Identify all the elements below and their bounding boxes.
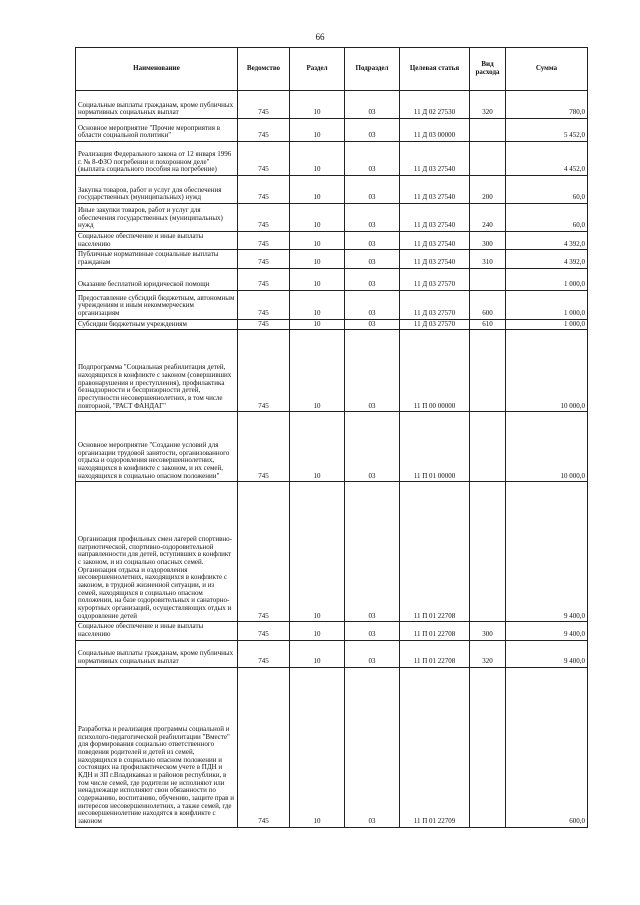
- row-name: Закупка товаров, работ и услуг для обеспечения государственных (муниципальных) нужд: [76, 176, 238, 204]
- row-sum: 1 000,0: [506, 268, 588, 290]
- page-number: 66: [315, 32, 325, 42]
- budget-table: [75, 47, 588, 828]
- row-subsection: 03: [345, 91, 400, 119]
- row-target: 11 П 01 22709: [400, 667, 470, 827]
- header-sum: Сумма: [506, 48, 588, 91]
- row-section: 10: [290, 622, 345, 640]
- row-target: 11 Д 02 27530: [400, 91, 470, 119]
- row-section: 10: [290, 91, 345, 119]
- table-row: [76, 319, 588, 330]
- row-subsection: 03: [345, 290, 400, 319]
- row-department: 745: [238, 91, 290, 119]
- row-target: 11 Д 03 27540: [400, 142, 470, 176]
- header-section: Раздел: [290, 48, 345, 91]
- row-expense-type: [470, 119, 506, 142]
- row-subsection: 03: [345, 250, 400, 268]
- row-section: 10: [290, 290, 345, 319]
- row-section: 10: [290, 330, 345, 412]
- row-target: 11 Д 03 00000: [400, 119, 470, 142]
- row-section: 10: [290, 667, 345, 827]
- row-subsection: 03: [345, 412, 400, 482]
- row-department: 745: [238, 412, 290, 482]
- row-section: 10: [290, 482, 345, 622]
- row-subsection: 03: [345, 119, 400, 142]
- row-target: 11 Д 03 27540: [400, 176, 470, 204]
- row-sum: 9 400,0: [506, 482, 588, 622]
- row-expense-type: [470, 482, 506, 622]
- row-expense-type: [470, 330, 506, 412]
- row-sum: 10 000,0: [506, 330, 588, 412]
- row-expense-type: 320: [470, 91, 506, 119]
- row-expense-type: 600: [470, 290, 506, 319]
- row-subsection: 03: [345, 204, 400, 232]
- row-target: 11 Д 03 27570: [400, 319, 470, 330]
- table-row: [76, 268, 588, 290]
- table-header-row: [76, 48, 588, 91]
- table-row: [76, 482, 588, 622]
- row-expense-type: 300: [470, 232, 506, 250]
- row-subsection: 03: [345, 232, 400, 250]
- row-target: 11 Д 03 27540: [400, 204, 470, 232]
- table-row: [76, 119, 588, 142]
- row-target: 11 П 00 00000: [400, 330, 470, 412]
- row-name: Иные закупки товаров, работ и услуг для обеспечения государственных (муниципальных) нужд: [76, 204, 238, 232]
- table-row: [76, 622, 588, 640]
- row-name: Социальное обеспечение и иные выплаты населению: [76, 232, 238, 250]
- row-name: Социальное обеспечение и иные выплаты населению: [76, 622, 238, 640]
- row-expense-type: 610: [470, 319, 506, 330]
- table-row: [76, 330, 588, 412]
- table-row: [76, 667, 588, 827]
- row-name: Основное мероприятие "Прочие мероприятия в области социальной политики": [76, 119, 238, 142]
- header-expense-type: Вид расхода: [470, 48, 506, 91]
- row-expense-type: [470, 412, 506, 482]
- row-section: 10: [290, 204, 345, 232]
- row-target: 11 П 01 22708: [400, 482, 470, 622]
- row-section: 10: [290, 268, 345, 290]
- row-subsection: 03: [345, 268, 400, 290]
- row-sum: 60,0: [506, 176, 588, 204]
- row-name: Публичные нормативные социальные выплаты гражданам: [76, 250, 238, 268]
- row-subsection: 03: [345, 319, 400, 330]
- table-row: [76, 412, 588, 482]
- row-sum: 600,0: [506, 667, 588, 827]
- row-target: 11 П 01 00000: [400, 412, 470, 482]
- row-name: Субсидии бюджетным учреждениям: [76, 319, 238, 330]
- row-department: 745: [238, 268, 290, 290]
- row-target: 11 Д 03 27570: [400, 290, 470, 319]
- row-department: 745: [238, 290, 290, 319]
- row-target: 11 П 01 22708: [400, 640, 470, 667]
- row-expense-type: 320: [470, 640, 506, 667]
- table-row: [76, 290, 588, 319]
- row-subsection: 03: [345, 667, 400, 827]
- row-department: 745: [238, 640, 290, 667]
- row-subsection: 03: [345, 622, 400, 640]
- row-sum: 9 400,0: [506, 622, 588, 640]
- row-name: Реализация Федерального закона от 12 января 1996 г. № 8-ФЗО погребении и похоронном деле" (выплата социального пособия на погребение): [76, 142, 238, 176]
- row-name: Организация профильных смен лагерей спортивно-патриотической, спортивно-оздоровительной направленности для детей, вступивших в конфликт с законом, и из социально опасных семей. Организация отдыха и оздоровления несовершеннолетних, находящихся в конфликте с законом, в трудной жизненной ситуации, и из семей, находящихся в социально опасном положении, на базе оздоровительных и санаторно-курортных организаций, осуществляющих отдых и оздоровление детей: [76, 482, 238, 622]
- row-subsection: 03: [345, 640, 400, 667]
- row-subsection: 03: [345, 176, 400, 204]
- row-department: 745: [238, 319, 290, 330]
- table-row: [76, 204, 588, 232]
- row-section: 10: [290, 119, 345, 142]
- row-section: 10: [290, 412, 345, 482]
- row-department: 745: [238, 667, 290, 827]
- row-name: Подпрограмма "Социальная реабилитация детей, находящихся в конфликте с законом (совершивших правонарушения и преступления), профилактика безнадзорности и беспризорности детей, преступности несовершеннолетних, в том числе повторной, "РАСТ ФАНДАГ": [76, 330, 238, 412]
- table-row: [76, 176, 588, 204]
- row-subsection: 03: [345, 330, 400, 412]
- row-expense-type: 240: [470, 204, 506, 232]
- row-department: 745: [238, 330, 290, 412]
- row-expense-type: [470, 268, 506, 290]
- table-row: [76, 640, 588, 667]
- row-section: 10: [290, 319, 345, 330]
- row-name: Предоставление субсидий бюджетным, автономным учреждениям и иным некоммерческим организациям: [76, 290, 238, 319]
- row-section: 10: [290, 176, 345, 204]
- row-name: Социальные выплаты гражданам, кроме публичных нормативных социальных выплат: [76, 640, 238, 667]
- header-subsection: Подраздел: [345, 48, 400, 91]
- row-department: 745: [238, 176, 290, 204]
- row-sum: 60,0: [506, 204, 588, 232]
- row-department: 745: [238, 119, 290, 142]
- header-department: Ведомство: [238, 48, 290, 91]
- row-sum: 1 000,0: [506, 319, 588, 330]
- row-section: 10: [290, 232, 345, 250]
- row-target: 11 Д 03 27540: [400, 250, 470, 268]
- row-sum: 5 452,0: [506, 119, 588, 142]
- row-sum: 4 452,0: [506, 142, 588, 176]
- header-target: Целевая статья: [400, 48, 470, 91]
- row-department: 745: [238, 482, 290, 622]
- row-department: 745: [238, 232, 290, 250]
- row-expense-type: 200: [470, 176, 506, 204]
- row-department: 745: [238, 622, 290, 640]
- row-sum: 9 400,0: [506, 640, 588, 667]
- row-expense-type: [470, 667, 506, 827]
- row-name: Разработка и реализация программы социальной и психолого-педагогической реабилитации "Вместе" для формирования социально ответственного поведения родителей и детей из семей, находящихся в социально опасном положении и состоящих на профилактическом учете в ПДН и КДН и ЗП г.Владикавказ и районов республики, в том числе семей, где родители не исполняют или ненадлежаще исполняют свои обязанности по содержанию, воспитанию, обучению, защите прав и интересов несовершеннолетних, а также семей, где несовершеннолетние находятся в конфликте с законом: [76, 667, 238, 827]
- row-subsection: 03: [345, 482, 400, 622]
- row-subsection: 03: [345, 142, 400, 176]
- row-section: 10: [290, 640, 345, 667]
- row-name: Социальные выплаты гражданам, кроме публичных нормативных социальных выплат: [76, 91, 238, 119]
- row-sum: 4 392,0: [506, 232, 588, 250]
- table-row: [76, 232, 588, 250]
- row-target: 11 Д 03 27540: [400, 232, 470, 250]
- row-sum: 10 000,0: [506, 412, 588, 482]
- row-department: 745: [238, 250, 290, 268]
- table-row: [76, 142, 588, 176]
- row-expense-type: 310: [470, 250, 506, 268]
- table-row: [76, 250, 588, 268]
- row-sum: 1 000,0: [506, 290, 588, 319]
- row-name: Основное мероприятие "Создание условий для организации трудовой занятости, организованного отдыха и оздоровления несовершеннолетних, находящихся в конфликте с законом, и их семей, находящихся в социально опасном положении": [76, 412, 238, 482]
- row-department: 745: [238, 142, 290, 176]
- row-section: 10: [290, 142, 345, 176]
- row-section: 10: [290, 250, 345, 268]
- row-target: 11 П 01 22708: [400, 622, 470, 640]
- row-expense-type: [470, 142, 506, 176]
- table-row: [76, 91, 588, 119]
- row-name: Оказание бесплатной юридической помощи: [76, 268, 238, 290]
- row-sum: 780,0: [506, 91, 588, 119]
- row-expense-type: 300: [470, 622, 506, 640]
- row-sum: 4 392,0: [506, 250, 588, 268]
- row-department: 745: [238, 204, 290, 232]
- row-target: 11 Д 03 27570: [400, 268, 470, 290]
- header-name: Наименование: [76, 48, 238, 91]
